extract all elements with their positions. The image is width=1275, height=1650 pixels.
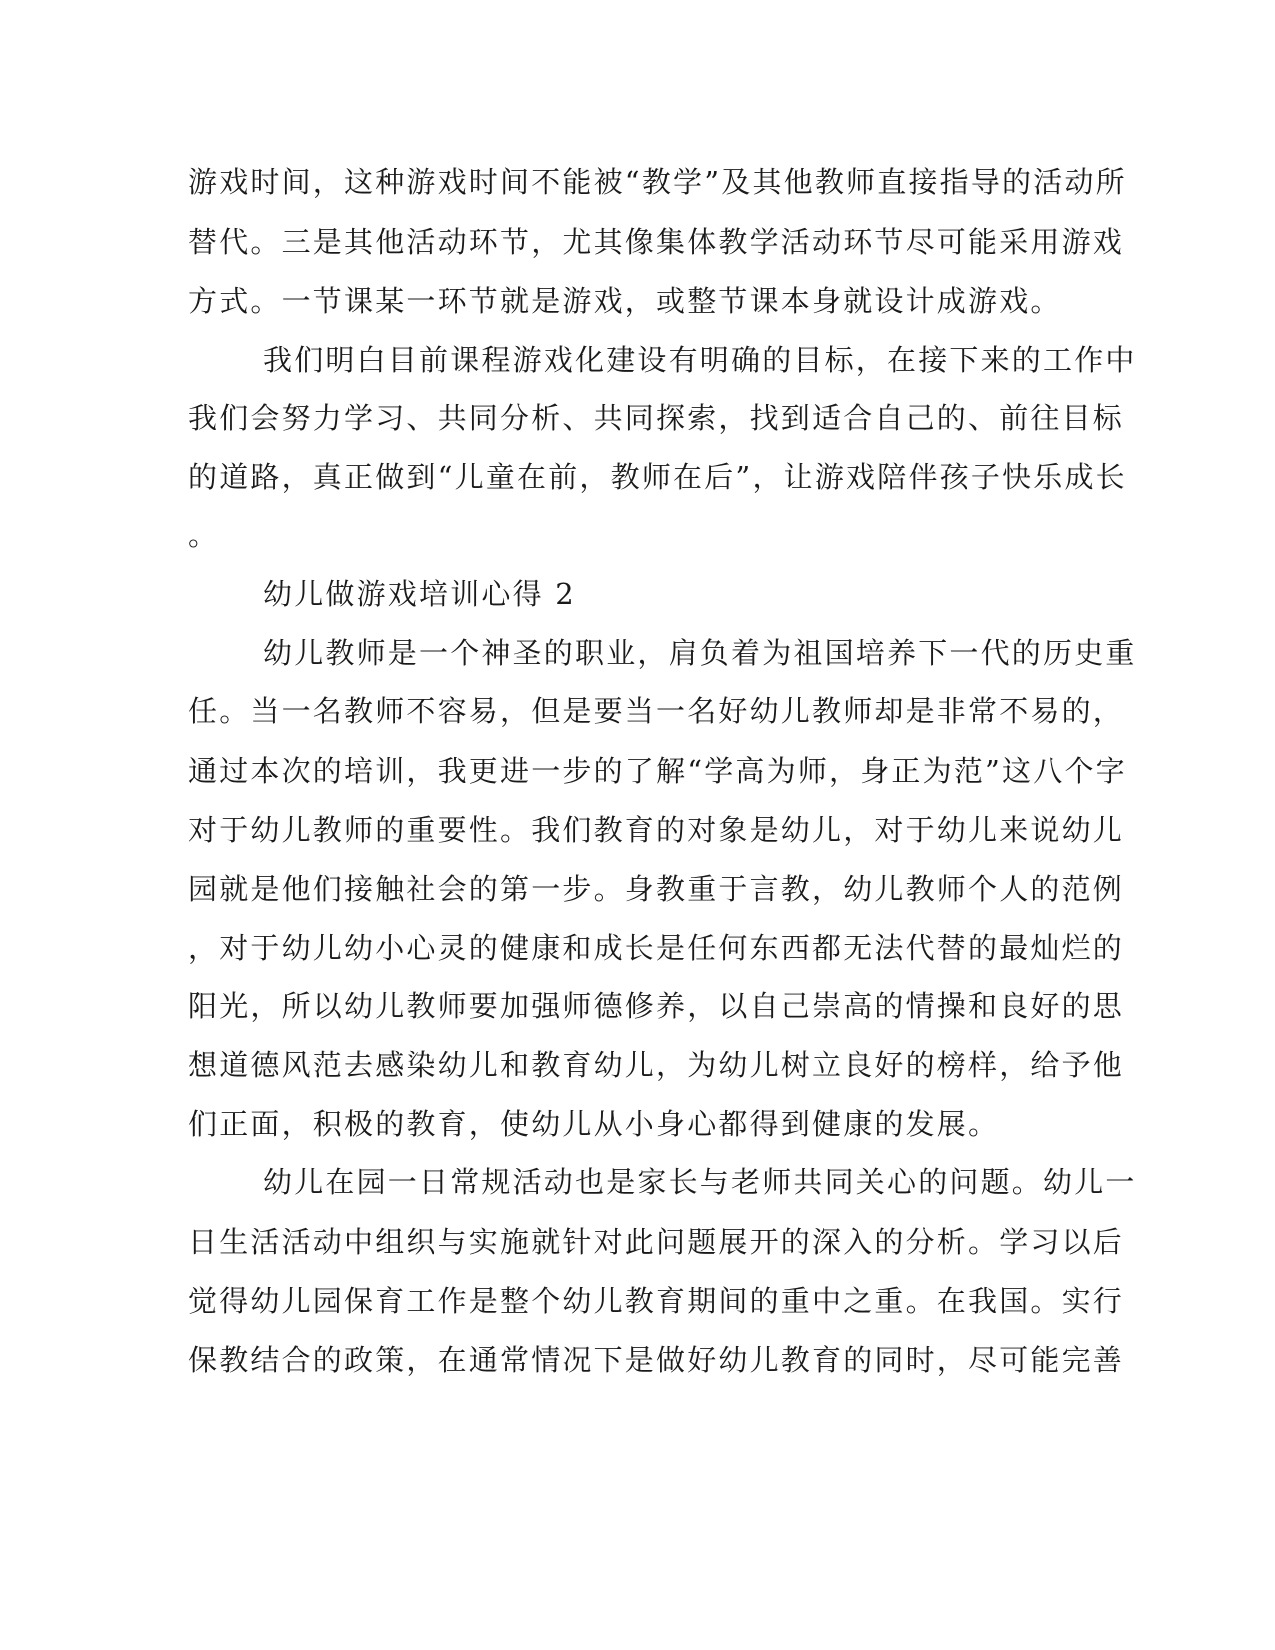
text-line: 任。当一名教师不容易，但是要当一名好幼儿教师却是非常不易的， [188,694,1125,728]
text-line: ，对于幼儿幼小心灵的健康和成长是任何东西都无法代替的最灿烂的 [188,931,1125,965]
text-line: 。 [188,518,220,552]
text-line: 我们会努力学习、共同分析、共同探索，找到适合自己的、前往目标 [188,401,1125,435]
text-line: 通过本次的培训，我更进一步的了解“学高为师，身正为范”这八个字 [188,754,1127,788]
text-line: 想道德风范去感染幼儿和教育幼儿，为幼儿树立良好的榜样，给予他 [188,1048,1125,1082]
text-line: 们正面，积极的教育，使幼儿从小身心都得到健康的发展。 [188,1107,1000,1141]
paragraph-first-line: 幼儿在园一日常规活动也是家长与老师共同关心的问题。幼儿一 [263,1165,1137,1199]
text-line: 保教结合的政策，在通常情况下是做好幼儿教育的同时，尽可能完善 [188,1343,1125,1377]
text-line: 阳光，所以幼儿教师要加强师德修养，以自己崇高的情操和良好的思 [188,989,1125,1023]
text-line: 对于幼儿教师的重要性。我们教育的对象是幼儿，对于幼儿来说幼儿 [188,813,1125,847]
text-line: 游戏时间，这种游戏时间不能被“教学”及其他教师直接指导的活动所 [188,165,1127,199]
section-heading: 幼儿做游戏培训心得 2 [263,577,576,611]
paragraph-first-line: 我们明白目前课程游戏化建设有明确的目标，在接下来的工作中 [263,343,1137,377]
text-line: 方式。一节课某一环节就是游戏，或整节课本身就设计成游戏。 [188,284,1062,318]
text-line: 替代。三是其他活动环节，尤其像集体教学活动环节尽可能采用游戏 [188,225,1125,259]
text-line: 觉得幼儿园保育工作是整个幼儿教育期间的重中之重。在我国。实行 [188,1284,1125,1318]
text-line: 的道路，真正做到“儿童在前，教师在后”，让游戏陪伴孩子快乐成长 [188,460,1127,494]
text-line: 日生活活动中组织与实施就针对此问题展开的深入的分析。学习以后 [188,1225,1125,1259]
paragraph-first-line: 幼儿教师是一个神圣的职业，肩负着为祖国培养下一代的历史重 [263,636,1137,670]
text-line: 园就是他们接触社会的第一步。身教重于言教，幼儿教师个人的范例 [188,872,1125,906]
